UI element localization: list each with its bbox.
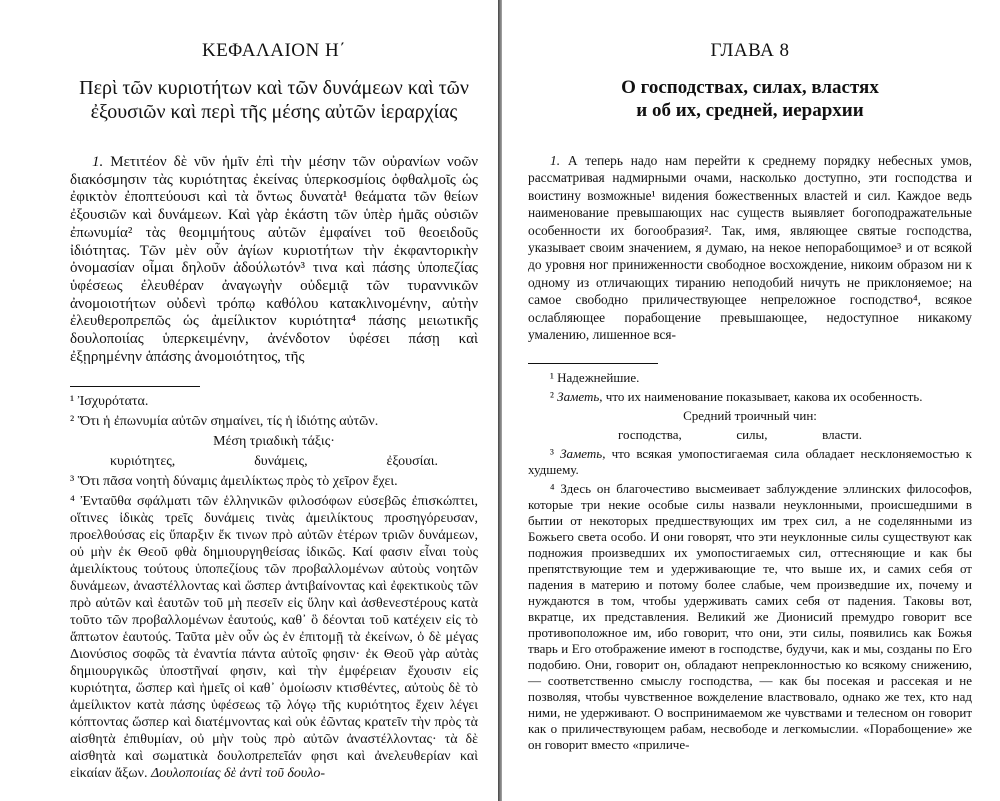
russian-triad-item: власти. xyxy=(822,427,862,443)
russian-footnote-2-mark: ² xyxy=(550,389,558,405)
russian-triad xyxy=(528,427,972,443)
russian-footnote-3-text: что всякая умопостигаемая сила обладает несклоняемостью к худшему. xyxy=(528,446,972,478)
russian-title-line-2: и об их, средней, иерархии xyxy=(636,100,864,121)
russian-footnote-2-heading: Средний троичный чин: xyxy=(683,408,817,424)
greek-paragraph-1 xyxy=(70,154,478,366)
russian-footnote-4: ⁴ Здесь он благочестиво высмеивает заблуждение эллинских философов, которые три некие особые силы назвали неуклонными, происшедшими в бытии от некоторых предшествующих им трех сил, а не соделянными из Божьего света особо. И они говорят, что эти неуклонные силы существуют как подножия произведших их умопостигаемых сил, оттесняющие и как бы препятствующие тем и удерживающие те, что выше их, и самих себя от падения в материю и потому более слабые, чем произведшие их, почему и нуждаются в том, чтобы удерживать самих себя от падения. Таковы вот, вкратце, их представления. Великий же Дионисий премудро говорит все противоположное им, ибо говорит, что они, эти силы, появились как Божья тварь и Его отображение имеют в господстве, будучи, как и мы, созданы по Его подобию. Они, говорит он, обладают непреклонностью ко всякому снижению, — соответственно смыслу господства, — как бы посекая и рассекая и не позволяя, чтобы чувственное вожделение властвовало, однако же тех, кто над ними, не удерживают. О воспринимаемом же чувствами и телесном он говорит как о приличествующем рабам, несвободе и легкомыслии. «Порабощение» же он говорит вместо «приличе- xyxy=(528,481,972,753)
greek-title-line-2: ἐξουσιῶν καὶ περὶ τῆς μέσης αὐτῶν ἱεραρχίας xyxy=(90,101,458,123)
greek-footnote-4-tail: Δουλοποιίας δὲ ἀντὶ τοῦ δουλο- xyxy=(150,766,326,782)
greek-chapter-heading: ΚΕΦΑΛΑΙΟΝ Η΄ xyxy=(201,40,347,61)
greek-chapter-title xyxy=(70,76,478,124)
russian-paragraph-number: 1. xyxy=(550,153,561,168)
russian-footnote-3 xyxy=(528,446,972,478)
russian-footnote-1: ¹ Надежнейшие. xyxy=(550,370,640,386)
greek-triad-item: κυριότητες, xyxy=(110,454,176,470)
russian-title-line-1: О господствах, силах, властях xyxy=(621,77,879,98)
greek-footnote-1: ¹ Ἰσχυρότατα. xyxy=(70,394,149,410)
russian-triad-item: силы, xyxy=(736,427,768,443)
russian-footnote-3-emph: Заметь, xyxy=(560,446,606,462)
russian-footnote-2 xyxy=(528,389,972,405)
russian-paragraph-text: А теперь надо нам перейти к среднему порядку небесных умов, рассматривая надмирными очами, насколько доступно, эти господства и воистину возможные¹ видения божественных властей и сил. Каждое ведь наименование превышающих нас существ выявляет богоподражательные особенности их богообразия². Так, имя, являющее святые господства, указывает своим значением, я думаю, на некое непорабощимое³ и от всякой до уровня ног приниженности свободное восхождение, никоим образом ни к одному из отличающих тиранию неподобий ничуть не приклоняемое; на самое свободно приличествующее непреложное господство⁴, всякое ослабляющее порабощение превышающее, недоступное никакому умалению, лишенное вся- xyxy=(528,153,972,343)
russian-footnote-rule xyxy=(528,363,658,364)
greek-paragraph-text: Μετιτέον δὲ νῦν ἡμῖν ἐπὶ τὴν μέσην τῶν οὐρανίων νοῶν διακόσμησιν τὰς κυριότητας ἐκείνας ὑπερκοσμίοις ὀφθαλμοῖς ὡς ἐφικτὸν ἐποπτεύουσι καὶ τὰ ὄντως δυνατὰ¹ θεάματα τῶν θείων ἐξουσιῶν καὶ δυνάμεων. Καὶ γὰρ ἑκάστη τῶν ὑπὲρ ἡμᾶς οὐσιῶν ἐπωνυμία² τὰς θεομιμήτους αὐτῶν ἐμφαίνει τοῦ θεοειδοῦς ἰδιότητας. Τῶν μὲν οὖν ἁγίων κυριοτήτων τὴν ἐκφαντορικὴν ὀνομασίαν οἶμαι δηλοῦν ἀδούλωτόν³ τινα καὶ πάσης ὑποπεζίας ὑφέσεως ἐλευθέραν ἀναγωγὴν οὐδεμιᾷ τῶν τυραννικῶν ἀνομοιοτήτων οὐδενὶ τρόπῳ καθόλου κατακλινομένην, αὐτὴν ἐλευθεροπρεπῶς ὡς ἀμείλικτον κυριότητα⁴ πάσης μειωτικῆς δουλοποιίας ὑπερκειμένην, ἀνένδοτον ὑφέσει πάσῃ καὶ ἐξῃρημένην ἁπάσης ἀνομοιότητος, τῆς xyxy=(70,154,478,365)
greek-footnote-2: ² Ὅτι ἡ ἐπωνυμία αὐτῶν σημαίνει, τίς ἡ ἰδιότης αὐτῶν. xyxy=(70,414,379,430)
greek-footnote-2-heading: Μέση τριαδικὴ τάξις· xyxy=(213,434,335,450)
greek-footnote-4 xyxy=(70,493,478,782)
russian-page xyxy=(508,0,1000,801)
russian-footnote-2-text: что их наименование показывает, какова их особенность. xyxy=(602,389,923,405)
russian-chapter-title xyxy=(528,76,972,122)
greek-paragraph-number: 1. xyxy=(92,154,104,170)
russian-triad-item: господства, xyxy=(618,427,682,443)
russian-footnote-3-mark: ³ xyxy=(550,446,561,462)
russian-paragraph-1 xyxy=(528,152,972,343)
russian-footnote-2-emph: Заметь, xyxy=(557,389,603,405)
book-gutter xyxy=(498,0,502,801)
greek-footnote-3: ³ Ὅτι πᾶσα νοητὴ δύναμις ἀμειλίκτως πρὸς τὸ χεῖρον ἔχει. xyxy=(70,474,398,490)
greek-footnote-4-text: ⁴ Ἐνταῦθα σφάλματι τῶν ἑλληνικῶν φιλοσόφων εὐσεβῶς ἐπισκώπτει, οἵτινες ἰδικὰς τρεῖς δυνάμεις τινὰς ἀμειλίκτους προσηγόρευσαν, προελθούσας εἰς ὕπαρξιν ἔκ τινων πρὸ αὐτῶν ἑτέρων τριῶν δυνάμεων, οὐ μὴν ἐκ Θεοῦ φθὰ δημιουργηθείσας ἰδικῶς. Καί φασιν εἶναι τοὺς ἀμειλίκτους τούτους ὑποπεζίους τῶν προβαλλομένων αὐτοὺς νοητῶν δυνάμεων, ἀναστέλλοντας καὶ ὥσπερ ἀντιβαίνοντας καὶ ἐφεκτικοὺς τῶν πρὸ αὐτῶν καὶ ἑαυτῶν τοῦ μὴ πεσεῖν εἰς ὕλην καὶ ἀσθενεστέρους κατὰ τοῦτο τῶν προβαλλομένων ἑαυτούς, καθ᾽ ὃ δέονται τοῦ κατέχειν εἰς τὸ ἄπτωτον ἑαυτούς. Ταῦτα μὲν οὖν ὡς ἐν ἐπιτομῇ τὰ ἐκείνων, ὁ δὲ μέγας Διονύσιος σοφῶς τὰ ἐναντία πάντα αὐτοῖς φησιν· ἐκ Θεοῦ γὰρ αὐτὰς δημιουργικῶς ὑποστῆναί φησιν, καὶ τὴν ἐμφέρειαν ἔχουσιν εἰς κυριότητα, ὥσπερ καὶ ἡμεῖς οἱ καθ᾽ ὁμοίωσιν κτισθέντες, αὐτοὺς δὲ τὸ ἀμείλικτον κατὰ πάσης ὑφέσεως τῷ λόγῳ τῆς κυριότητος ἔχειν λέγει κόπτοντας ὥσπερ καὶ διατέμνοντας καὶ οὐκ ἐῶντας κρατεῖν τὴν πρὸς τὰ αἰσθητὰ ἐπιθυμίαν, οὐ μὴν τοὺς πρὸ αὐτῶν ἀναστέλλοντας· τὰ δὲ αἰσθητὰ καὶ σωματικὰ δουλοπρεπεῖάν φησι καὶ ἀνελευθερίαν καὶ εἰκαίαν ἄξων. xyxy=(70,494,478,782)
greek-footnote-rule xyxy=(70,386,200,387)
russian-chapter-heading: ГЛАВА 8 xyxy=(710,40,790,61)
greek-triad xyxy=(70,453,478,470)
greek-title-line-1: Περὶ τῶν κυριοτήτων καὶ τῶν δυνάμεων καὶ τῶν xyxy=(79,77,469,99)
greek-triad-item: δυνάμεις, xyxy=(254,454,308,470)
greek-triad-item: ἐξουσίαι. xyxy=(386,454,438,470)
